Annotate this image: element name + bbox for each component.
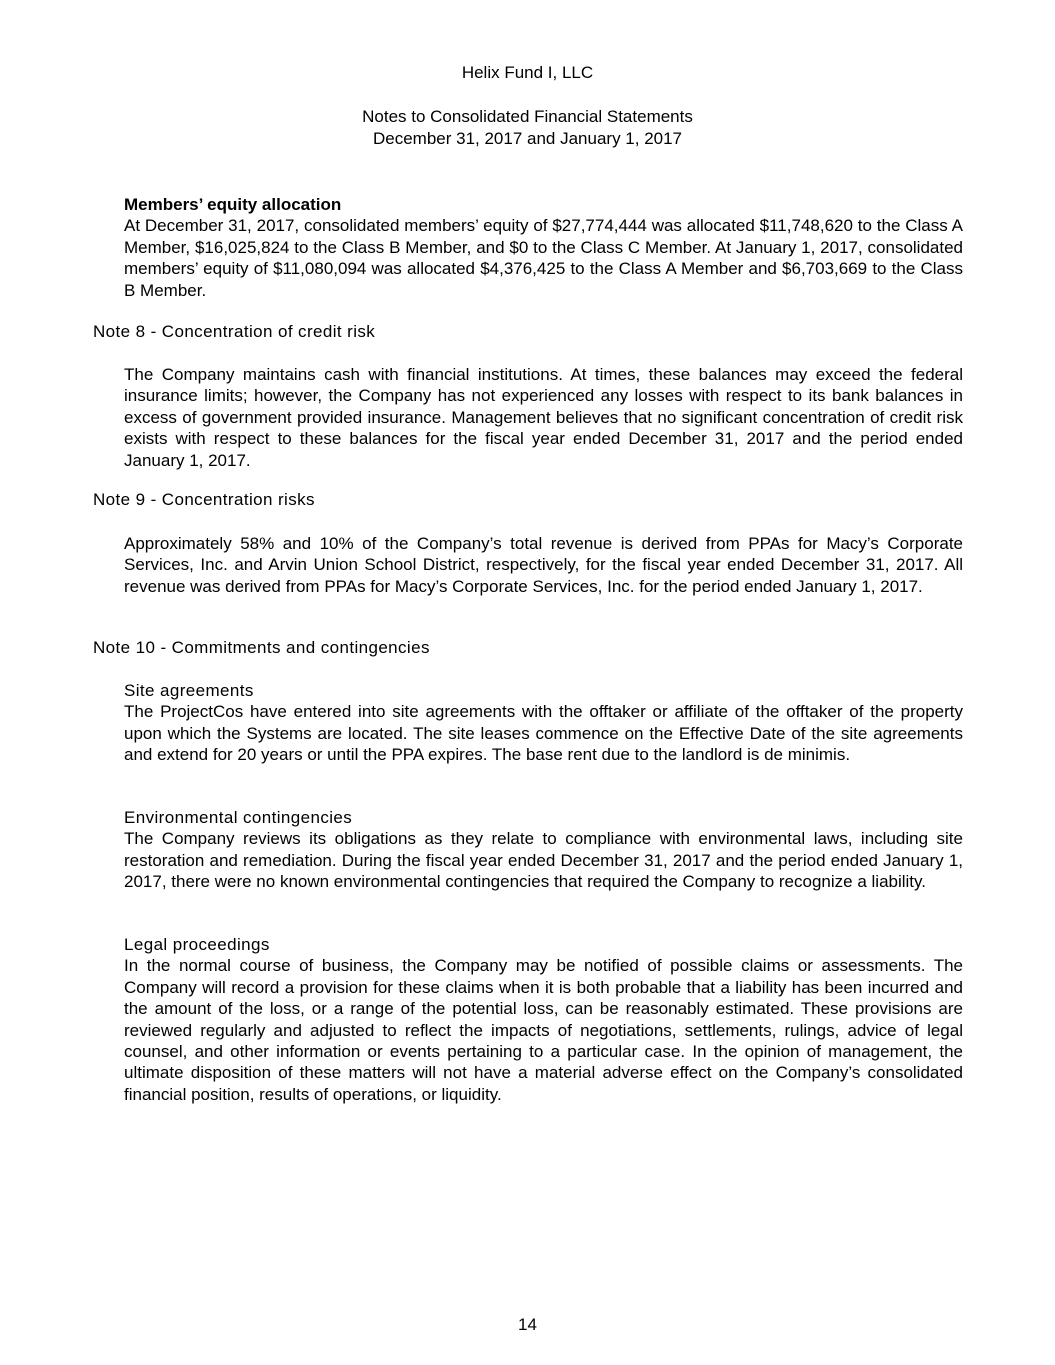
environmental-section: [124, 807, 963, 893]
document-dates: December 31, 2017 and January 1, 2017: [372, 129, 683, 148]
site-agreements-heading: Site agreements: [124, 681, 254, 700]
note8-heading: Note 8 - Concentration of credit risk: [93, 322, 376, 341]
legal-body: In the normal course of business, the Company may be notified of possible claims or assessments. The Company will record a provision for these claims when it is both probable that a liability has been incurred and the amount of the loss, or a range of the potential loss, can be reasonably estimated. These provisions are reviewed regularly and adjusted to reflect the impacts of negotiations, settlements, rulings, advice of legal counsel, and other information or events pertaining to a particular case. In the opinion of management, the ultimate disposition of these matters will not have a material adverse effect on the Company’s consolidated financial position, results of operations, or liquidity.: [124, 956, 963, 1104]
members-equity-body: At December 31, 2017, consolidated members’ equity of $27,774,444 was allocated $11,748,620 to the Class A Member, $16,025,824 to the Class B Member, and $0 to the Class C Member. At January 1, 2017, consolidated members’ equity of $11,080,094 was allocated $4,376,425 to the Class A Member and $6,703,669 to the Class B Member.: [124, 216, 963, 300]
note10-heading: Note 10 - Commitments and contingencies: [93, 638, 430, 657]
legal-section: [124, 934, 963, 1105]
note9-heading: Note 9 - Concentration risks: [93, 490, 315, 509]
document-title: Notes to Consolidated Financial Statements: [362, 107, 693, 126]
environmental-heading: Environmental contingencies: [124, 808, 353, 827]
page-number: 14: [518, 1315, 537, 1334]
note9-body: Approximately 58% and 10% of the Company’s total revenue is derived from PPAs for Macy’s Corporate Services, Inc. and Arvin Union School District, respectively, for the fiscal year ended December 31, 2017. All revenue was derived from PPAs for Macy’s Corporate Services, Inc. for the period ended January 1, 2017.: [124, 534, 963, 596]
legal-heading: Legal proceedings: [124, 935, 270, 954]
site-agreements-body: The ProjectCos have entered into site agreements with the offtaker or affiliate of the offtaker of the property upon which the Systems are located. The site leases commence on the Effective Date of the site agreements and extend for 20 years or until the PPA expires. The base rent due to the landlord is de minimis.: [124, 702, 963, 765]
note8-body: The Company maintains cash with financial institutions. At times, these balances may exceed the federal insurance limits; however, the Company has not experienced any losses with respect to its bank balances in excess of government provided insurance. Management believes that no significant concentration of credit risk exists with respect to these balances for the fiscal year ended December 31, 2017 and the period ended January 1, 2017.: [124, 365, 963, 470]
site-agreements-section: [124, 680, 963, 766]
company-name: Helix Fund I, LLC: [461, 63, 594, 82]
members-equity-heading: Members’ equity allocation: [124, 195, 342, 214]
environmental-body: The Company reviews its obligations as they relate to compliance with environmental laws, including site restoration and remediation. During the fiscal year ended December 31, 2017 and the period ended January 1, 2017, there were no known environmental contingencies that required the Company to recognize a liability.: [124, 829, 963, 892]
members-equity-section: [124, 194, 963, 301]
